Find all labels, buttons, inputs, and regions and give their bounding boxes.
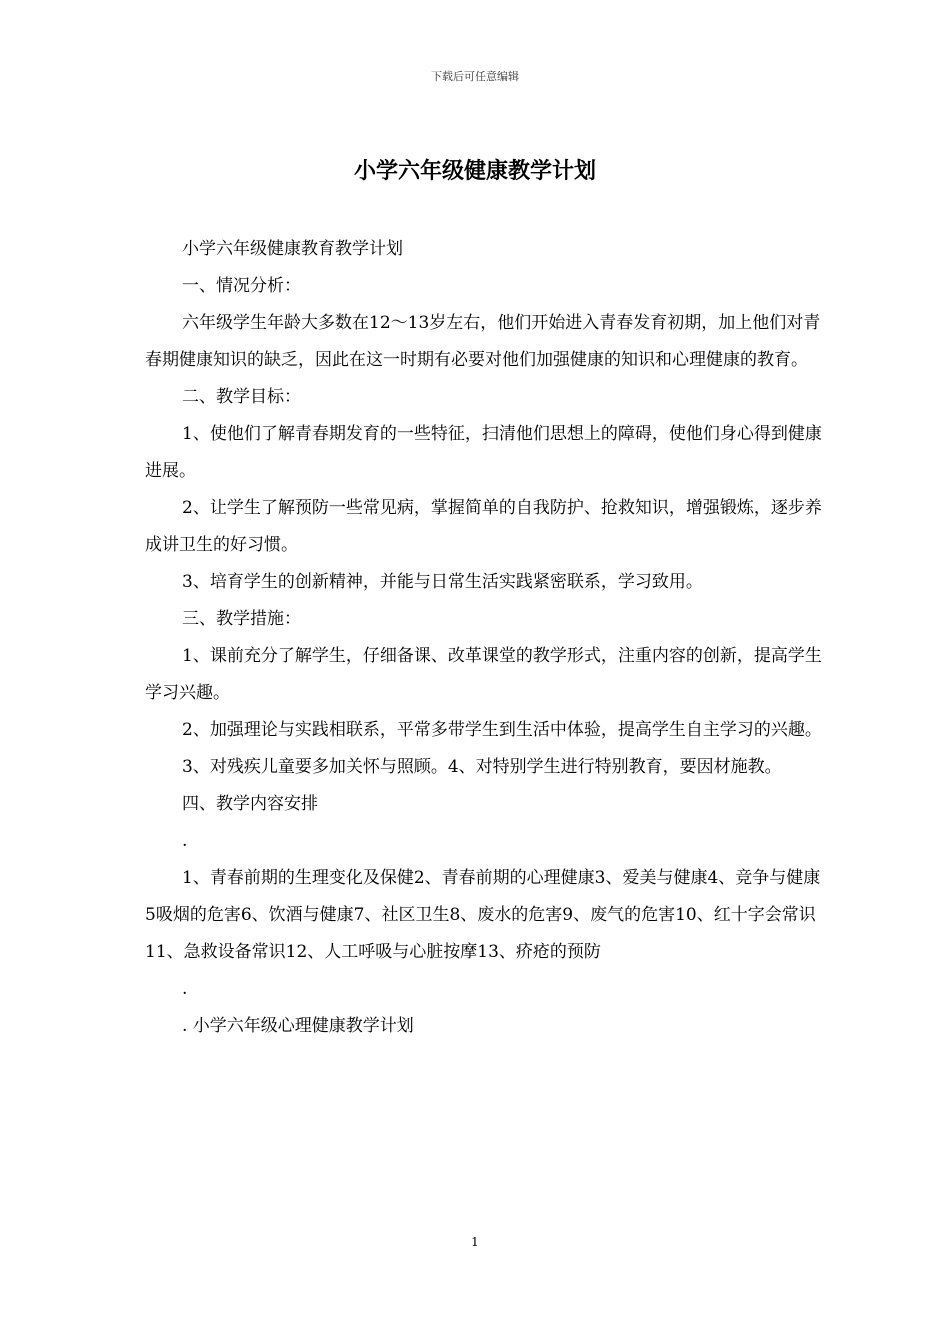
document-title: 小学六年级健康教学计划 — [353, 159, 596, 184]
paragraph-measure-1: 1、课前充分了解学生，仔细备课、改革课堂的教学形式，注重内容的创新，提高学生学习兴趣。 — [145, 646, 822, 703]
paragraph-goal-2: 2、让学生了解预防一些常见病，掌握简单的自我防护、抢救知识，增强锻炼，逐步养成讲卫生的好习惯。 — [145, 498, 822, 555]
heading-content-arrangement: 四、教学内容安排 — [182, 794, 318, 814]
separator-dot: . — [182, 979, 188, 999]
paragraph-situation: 六年级学生年龄大多数在12～13岁左右，他们开始进入青春发育初期，加上他们对青春期健康知识的缺乏，因此在这一时期有必要对他们加强健康的知识和心理健康的教育。 — [145, 313, 821, 370]
page-number: 1 — [471, 1235, 479, 1249]
heading-teaching-goals: 二、教学目标： — [182, 387, 301, 407]
paragraph-subtitle: 小学六年级健康教育教学计划 — [182, 239, 403, 259]
heading-situation-analysis: 一、情况分析： — [182, 276, 301, 296]
paragraph-measure-2: 2、加强理论与实践相联系，平常多带学生到生活中体验，提高学生自主学习的兴趣。 — [182, 720, 822, 740]
header-note: 下载后可任意编辑 — [431, 70, 519, 83]
separator-dot: . — [182, 831, 188, 851]
heading-teaching-measures: 三、教学措施： — [182, 609, 301, 629]
paragraph-goal-1: 1、使他们了解青春期发育的一些特征，扫清他们思想上的障碍，使他们身心得到健康进展。 — [145, 424, 822, 481]
paragraph-measure-3: 3、对残疾儿童要多加关怀与照顾。4、对特别学生进行特别教育，要因材施教。 — [182, 757, 782, 777]
document-body — [145, 231, 825, 1045]
paragraph-goal-3: 3、培育学生的创新精神，并能与日常生活实践紧密联系，学习致用。 — [182, 572, 703, 592]
paragraph-next-title: . 小学六年级心理健康教学计划 — [182, 1016, 414, 1036]
paragraph-content-list: 1、青春前期的生理变化及保健2、青春前期的心理健康3、爱美与健康4、竞争与健康5吸烟的危害6、饮酒与健康7、社区卫生8、废水的危害9、废气的危害10、红十字会常识11、急救设备常识12、人工呼吸与心脏按摩13、疥疮的预防 — [145, 868, 821, 962]
